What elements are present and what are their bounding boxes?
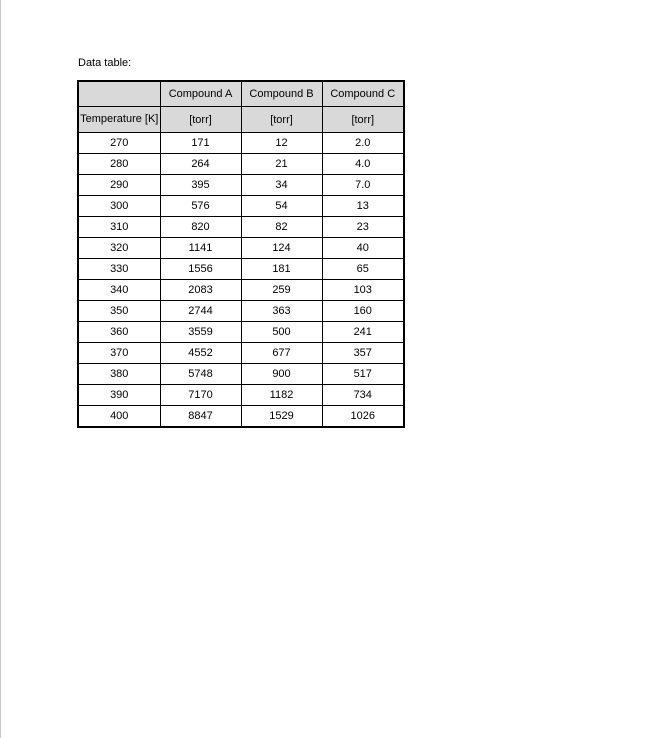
temperature-cell: 400 <box>78 406 160 428</box>
compound-b-cell: 900 <box>241 364 322 385</box>
compound-b-cell: 34 <box>241 175 322 196</box>
table-row <box>78 322 404 343</box>
temperature-cell: 350 <box>78 301 160 322</box>
compound-c-cell: 4.0 <box>322 154 404 175</box>
compound-b-cell: 21 <box>241 154 322 175</box>
compound-b-cell: 54 <box>241 196 322 217</box>
compound-b-cell: 259 <box>241 280 322 301</box>
unit-compound-c: [torr] <box>322 107 404 133</box>
compound-b-cell: 363 <box>241 301 322 322</box>
table-row <box>78 133 404 154</box>
compound-a-cell: 5748 <box>160 364 241 385</box>
header-row-units <box>78 107 404 133</box>
table-row <box>78 217 404 238</box>
temperature-cell: 370 <box>78 343 160 364</box>
compound-a-cell: 820 <box>160 217 241 238</box>
compound-a-cell: 8847 <box>160 406 241 428</box>
column-header-compound-c: Compound C <box>322 81 404 107</box>
header-corner-cell <box>78 81 160 107</box>
compound-a-cell: 3559 <box>160 322 241 343</box>
compound-a-cell: 395 <box>160 175 241 196</box>
unit-compound-b: [torr] <box>241 107 322 133</box>
compound-a-cell: 2083 <box>160 280 241 301</box>
temperature-cell: 390 <box>78 385 160 406</box>
temperature-header: Temperature [K] <box>78 107 160 133</box>
compound-a-cell: 1556 <box>160 259 241 280</box>
table-row <box>78 175 404 196</box>
table-row <box>78 238 404 259</box>
table-caption: Data table: <box>78 57 132 69</box>
table-row <box>78 154 404 175</box>
compound-b-cell: 1182 <box>241 385 322 406</box>
compound-c-cell: 40 <box>322 238 404 259</box>
temperature-cell: 360 <box>78 322 160 343</box>
table-row <box>78 406 404 428</box>
header-row-compounds <box>78 81 404 107</box>
compound-b-cell: 181 <box>241 259 322 280</box>
column-header-compound-b: Compound B <box>241 81 322 107</box>
table-row <box>78 343 404 364</box>
table-row <box>78 385 404 406</box>
compound-a-cell: 2744 <box>160 301 241 322</box>
data-table <box>77 80 405 428</box>
compound-c-cell: 2.0 <box>322 133 404 154</box>
compound-a-cell: 264 <box>160 154 241 175</box>
compound-c-cell: 7.0 <box>322 175 404 196</box>
page-left-edge <box>0 0 1 738</box>
compound-c-cell: 160 <box>322 301 404 322</box>
compound-a-cell: 4552 <box>160 343 241 364</box>
table-row <box>78 364 404 385</box>
temperature-cell: 380 <box>78 364 160 385</box>
table-row <box>78 259 404 280</box>
compound-b-cell: 124 <box>241 238 322 259</box>
compound-b-cell: 12 <box>241 133 322 154</box>
temperature-cell: 290 <box>78 175 160 196</box>
table-row <box>78 196 404 217</box>
table-row <box>78 301 404 322</box>
unit-compound-a: [torr] <box>160 107 241 133</box>
compound-b-cell: 500 <box>241 322 322 343</box>
compound-c-cell: 65 <box>322 259 404 280</box>
compound-b-cell: 677 <box>241 343 322 364</box>
temperature-cell: 270 <box>78 133 160 154</box>
temperature-cell: 280 <box>78 154 160 175</box>
compound-a-cell: 1141 <box>160 238 241 259</box>
temperature-cell: 320 <box>78 238 160 259</box>
compound-c-cell: 517 <box>322 364 404 385</box>
compound-b-cell: 1529 <box>241 406 322 428</box>
compound-a-cell: 7170 <box>160 385 241 406</box>
table-row <box>78 280 404 301</box>
compound-c-cell: 734 <box>322 385 404 406</box>
compound-c-cell: 1026 <box>322 406 404 428</box>
compound-a-cell: 576 <box>160 196 241 217</box>
compound-c-cell: 357 <box>322 343 404 364</box>
temperature-cell: 330 <box>78 259 160 280</box>
compound-c-cell: 13 <box>322 196 404 217</box>
compound-c-cell: 103 <box>322 280 404 301</box>
temperature-cell: 340 <box>78 280 160 301</box>
temperature-cell: 310 <box>78 217 160 238</box>
compound-c-cell: 23 <box>322 217 404 238</box>
temperature-cell: 300 <box>78 196 160 217</box>
column-header-compound-a: Compound A <box>160 81 241 107</box>
compound-a-cell: 171 <box>160 133 241 154</box>
compound-b-cell: 82 <box>241 217 322 238</box>
compound-c-cell: 241 <box>322 322 404 343</box>
